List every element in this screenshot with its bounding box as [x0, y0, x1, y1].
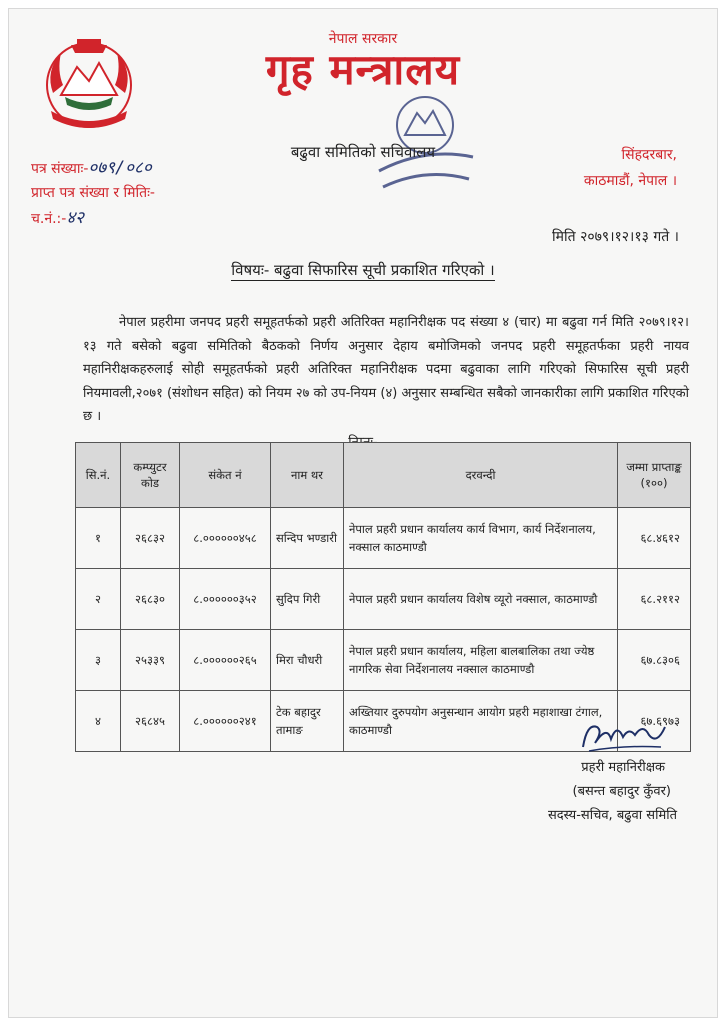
letter-date: मिति २०७९।१२।१३ गते ।: [552, 229, 679, 245]
cell-name: सुदिप गिरी: [271, 569, 344, 630]
table-row: [76, 569, 691, 630]
dispatch-number-label: च.नं.:-: [31, 211, 67, 227]
address-line-1: सिंहदरबार,: [621, 147, 677, 163]
cell-symbol-number: ८.००००००४५८: [180, 508, 271, 569]
cell-name: सन्दिप भण्डारी: [271, 508, 344, 569]
cell-serial: ४: [76, 691, 121, 752]
address-line-2: काठमाडौं, नेपाल ।: [583, 173, 677, 189]
cell-serial: १: [76, 508, 121, 569]
col-header-computer-code: कम्प्युटर कोड: [121, 443, 180, 508]
cell-total-score: ६८.४६१२: [618, 508, 691, 569]
dispatch-number-value: ४२: [66, 208, 85, 228]
letter-subject: [9, 260, 717, 280]
col-header-name: नाम थर: [271, 443, 344, 508]
col-header-total-score: जम्मा प्राप्ताङ्क (१००): [618, 443, 691, 508]
cell-total-score: ६७.८३०६: [618, 630, 691, 691]
cell-position: नेपाल प्रहरी प्रधान कार्यालय विशेष व्यूरो नक्साल, काठमाण्डौ: [344, 569, 618, 630]
signature-icon: [577, 717, 669, 757]
letter-subject-text: विषयः- बढुवा सिफारिस सूची प्रकाशित गरिएको ।: [231, 261, 495, 279]
cell-symbol-number: ८.००००००२४१: [180, 691, 271, 752]
letter-number-label: पत्र संख्याः-: [31, 161, 89, 177]
col-header-symbol-number: संकेत नं: [180, 443, 271, 508]
cell-computer-code: २५३३९: [121, 630, 180, 691]
cell-position: अख्तियार दुरुपयोग अनुसन्धान आयोग प्रहरी महाशाखा टंगाल, काठमाण्डौ: [344, 691, 618, 752]
letter-number: [31, 155, 152, 178]
letter-number-value: ०७९/०८०: [88, 158, 152, 178]
signatory-title: प्रहरी महानिरीक्षक: [581, 760, 665, 775]
table-header-row: [76, 443, 691, 508]
col-header-serial: सि.नं.: [76, 443, 121, 508]
recommendation-table: [75, 442, 691, 752]
letter-body: नेपाल प्रहरीमा जनपद प्रहरी समूहतर्फको प्रहरी अतिरिक्त महानिरीक्षक पद संख्या ४ (चार) मा बढुवा गर्न मिति २०७९।१२।१३ गते बसेको बढुवा समितिको बैठकको निर्णय अनुसार देहाय बमोजिमको जनपद प्रहरी समूहतर्फका प्रहरी नायव महानिरीक्षकहरुलाई सोही समूहतर्फको प्रहरी अतिरिक्त महानिरीक्षक पदमा बढुवाका लागि गरिएको सिफारिस सूची प्रहरी नियमावली,२०७१ (संशोधन सहित) को नियम २७ को उप-नियम (४) अनुसार सम्बन्धित सबैको जानकारीका लागि प्रकाशित गरिएको छ ।: [83, 315, 689, 424]
cell-computer-code: २६८३२: [121, 508, 180, 569]
table-row: [76, 508, 691, 569]
cell-computer-code: २६८३०: [121, 569, 180, 630]
cell-name: टेक बहादुर तामाङ: [271, 691, 344, 752]
cell-name: मिरा चौधरी: [271, 630, 344, 691]
ministry-name: गृह मन्त्रालय: [265, 45, 461, 94]
letter-page: [8, 8, 718, 1018]
cell-serial: ३: [76, 630, 121, 691]
received-reference: प्राप्त पत्र संख्या र मितिः-: [31, 185, 155, 201]
cell-computer-code: २६८४५: [121, 691, 180, 752]
cell-symbol-number: ८.००००००३५२: [180, 569, 271, 630]
signatory-name: (बसन्त बहादुर कुँवर): [572, 784, 671, 799]
signatory-role: सदस्य-सचिव, बढुवा समिति: [547, 808, 677, 823]
cell-position: नेपाल प्रहरी प्रधान कार्यालय कार्य विभाग, कार्य निर्देशनालय, नक्साल काठमाण्डौ: [344, 508, 618, 569]
cell-symbol-number: ८.००००००२६५: [180, 630, 271, 691]
cell-total-score: ६७.६९७३: [618, 691, 691, 752]
cell-position: नेपाल प्रहरी प्रधान कार्यालय, महिला बालबालिका तथा ज्येष्ठ नागरिक सेवा निर्देशनालय नक्साल काठमाण्डौ: [344, 630, 618, 691]
government-name: नेपाल सरकार: [328, 31, 398, 47]
table-row: [76, 630, 691, 691]
cell-total-score: ६८.२११२: [618, 569, 691, 630]
col-header-position: दरवन्दी: [344, 443, 618, 508]
cell-serial: २: [76, 569, 121, 630]
secretariat-name: बढुवा समितिको सचिवालय: [290, 143, 436, 161]
dispatch-number: [31, 205, 84, 228]
